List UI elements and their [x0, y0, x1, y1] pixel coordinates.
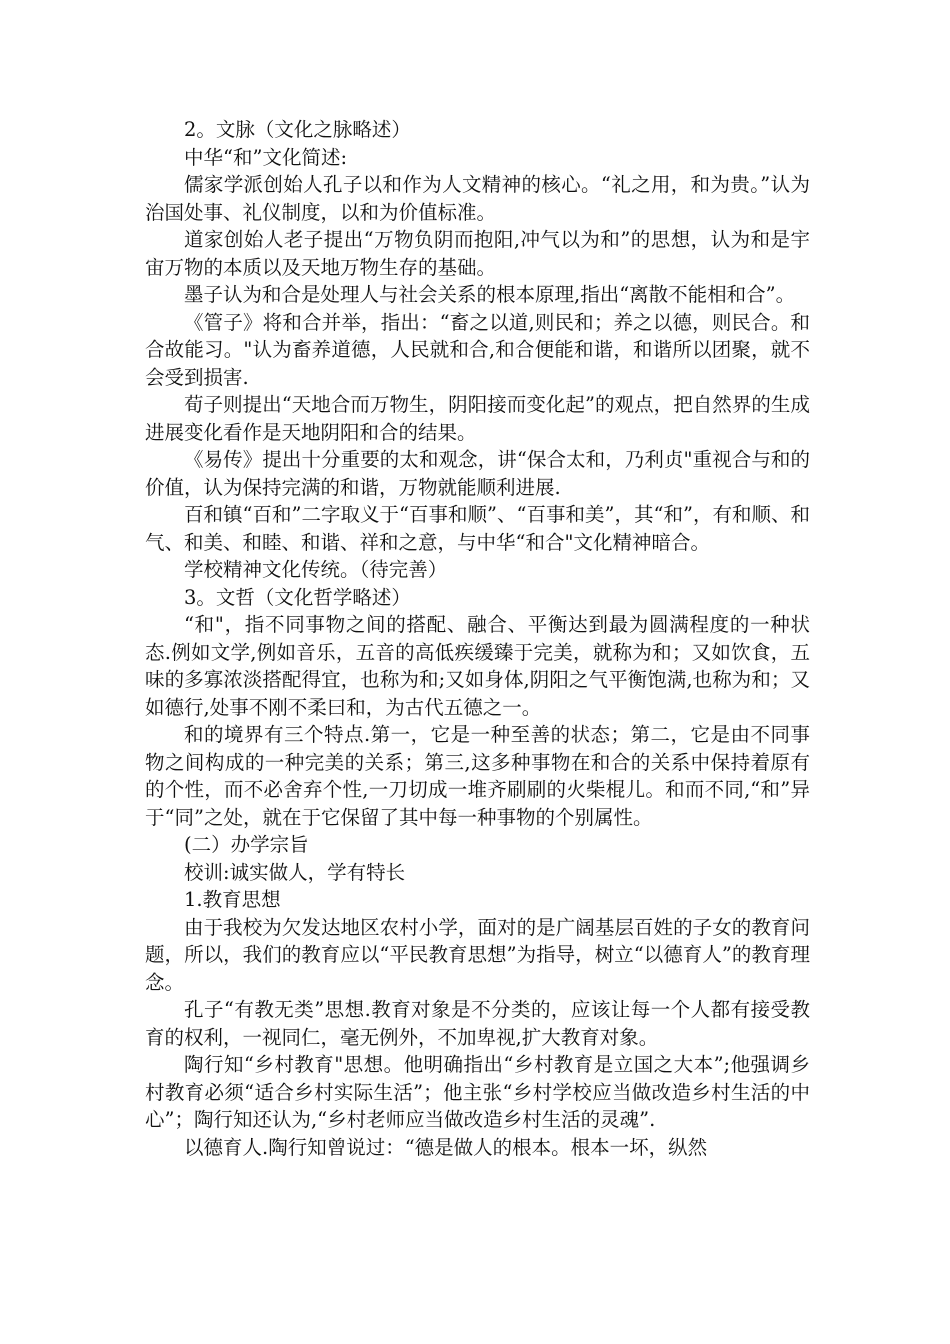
heading-wenzhe: 3。文哲（文化哲学略述）	[184, 585, 411, 609]
paragraph-xunzi: 荀子则提出“天地合而万物生，阴阳接而变化起”的观点，把自然界的生成进展变化看作是天地阴阳和合的结果。	[145, 393, 810, 444]
paragraph-baihe-town: 百和镇“百和”二字取义于“百事和顺”、“百事和美”，其“和”，有和顺、和气、和美、和睦、和谐、祥和之意，与中华“和合"文化精神暗合。	[145, 503, 810, 554]
heading-wenmai: 2。文脉（文化之脉略述）	[184, 118, 411, 141]
heading-education-thought: 1.教育思想	[184, 888, 281, 911]
paragraph-guanzi: 《管子》将和合并举，指出：“畜之以道,则民和；养之以德，则民合。和合故能习。"认为畜养道德，人民就和合,和合便能和谐，和谐所以团聚，就不会受到损害.	[145, 310, 810, 389]
paragraph-laozi: 道家创始人老子提出“万物负阴而抱阳,冲气以为和”的思想，认为和是宇宙万物的本质以及天地万物生存的基础。	[145, 228, 810, 279]
paragraph-confucius-education: 孔子“有教无类”思想.教育对象是不分类的，应该让每一个人都有接受教育的权利，一视同仁，毫无例外，不加卑视,扩大教育对象。	[145, 998, 810, 1049]
paragraph-taoxingzhi-rural: 陶行知“乡村教育"思想。他明确指出“乡村教育是立国之大本”;他强调乡村教育必须“适合乡村实际生活”；他主张“乡村学校应当做改造乡村生活的中心”；陶行知还认为,“乡村老师应当做改造乡村生活的灵魂”.	[145, 1053, 810, 1131]
paragraph-mozi: 墨子认为和合是处理人与社会关系的根本原理,指出“离散不能相和合”。	[184, 283, 796, 306]
paragraph-he-definition: “和"，指不同事物之间的搭配、融合、平衡达到最为圆满程度的一种状态.例如文学,例如音乐，五音的高低疾缓臻于完美，就称为和；又如饮食，五味的多寡浓淡搭配得宜，也称为和;又如身体,阴阳之气平衡饱满,也称为和；又如德行,处事不刚不柔曰和，为古代五德之一。	[145, 613, 810, 719]
subheading-he-culture: 中华“和”文化简述:	[184, 145, 348, 169]
heading-school-purpose: (二）办学宗旨	[184, 833, 309, 856]
paragraph-school-tradition: 学校精神文化传统。（待完善）	[184, 558, 448, 581]
paragraph-confucius: 儒家学派创始人孔子以和作为人文精神的核心。“礼之用，和为贵。”认为治国处事、礼仪制度，以和为价值标准。	[145, 173, 810, 224]
paragraph-civilian-education: 由于我校为欠发达地区农村小学，面对的是广阔基层百姓的子女的教育问题，所以，我们的教育应以“平民教育思想”为指导，树立“以德育人”的教育理念。	[145, 915, 810, 994]
paragraph-moral-education: 以德育人.陶行知曾说过：“德是做人的根本。根本一坏，纵然	[184, 1135, 708, 1159]
paragraph-yizhuan: 《易传》提出十分重要的太和观念，讲“保合太和，乃利贞"重视合与和的价值，认为保持完满的和谐，万物就能顺利进展.	[145, 448, 810, 499]
paragraph-he-features: 和的境界有三个特点.第一，它是一种至善的状态；第二，它是由不同事物之间构成的一种完美的关系；第三,这多种事物在和合的关系中保持着原有的个性，而不必舍弃个性,一刀切成一堆齐刷刷的火柴棍儿。和而不同,“和”异于“同”之处，就在于它保留了其中每一种事物的个别属性。	[145, 723, 810, 829]
document-page	[145, 116, 810, 1161]
school-motto: 校训:诚实做人，学有特长	[184, 860, 406, 884]
